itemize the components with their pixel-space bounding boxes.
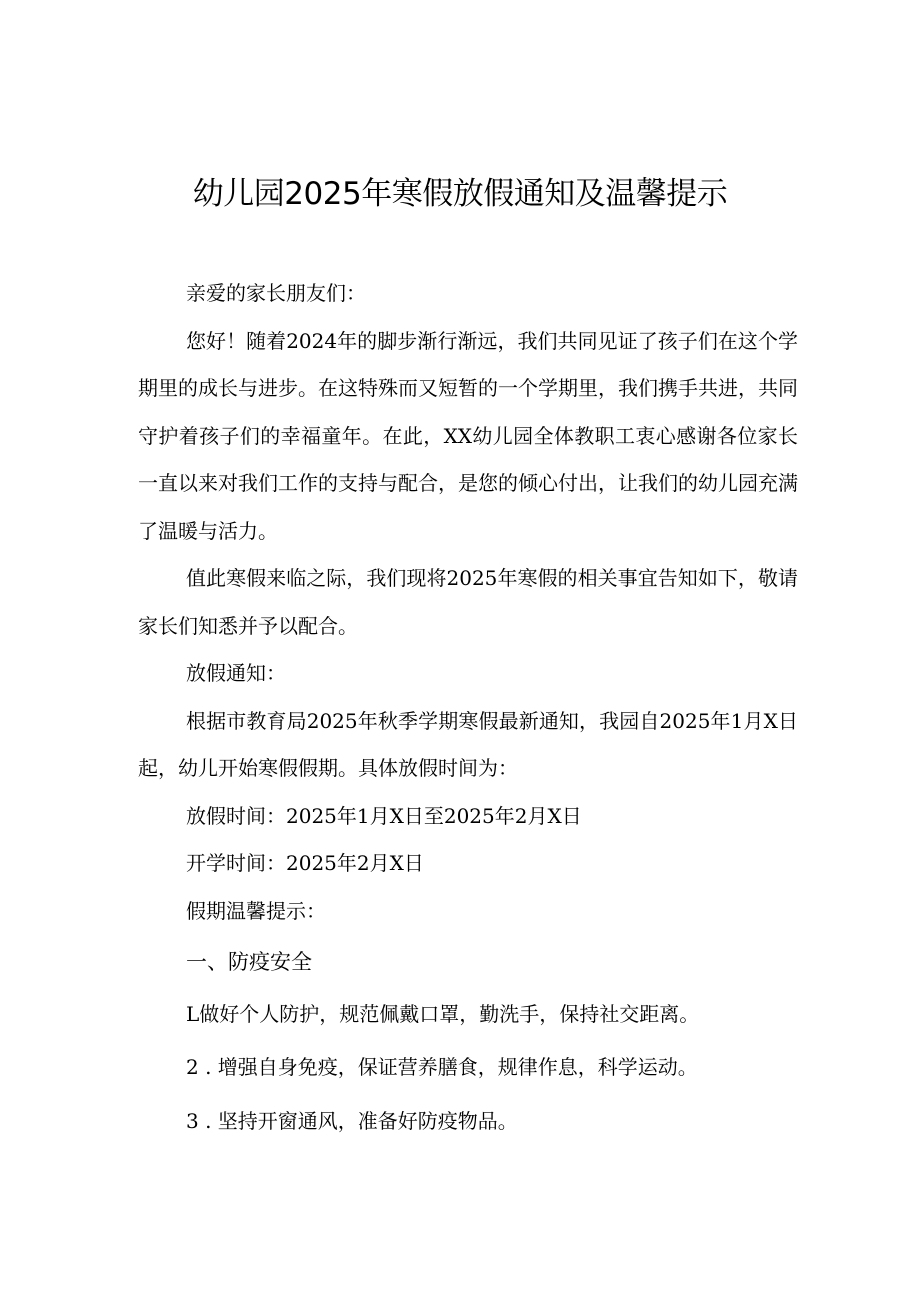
list-item: L做好个人防护，规范佩戴口罩，勤洗手，保持社交距离。 (186, 1001, 700, 1026)
list-item: 3 . 坚持开窗通风，准备好防疫物品。 (186, 1108, 518, 1133)
paragraph-announcement: 值此寒假来临之际，我们现将2025年寒假的相关事宜告知如下，敬请家长们知悉并予以配合。 (138, 566, 798, 638)
section-heading: 一、防疫安全 (186, 950, 312, 974)
holiday-time: 放假时间：2025年1月X日至2025年2月X日 (186, 803, 582, 828)
paragraph-intro: 您好！随着2024年的脚步渐行渐远，我们共同见证了孩子们在这个学期里的成长与进步。在这特殊而又短暂的一个学期里，我们携手共进，共同守护着孩子们的幸福童年。在此，XX幼儿园全体教职工衷心感谢各位家长一直以来对我们工作的支持与配合，是您的倾心付出，让我们的幼儿园充满了温暖与活力。 (138, 328, 798, 543)
notice-text: 根据市教育局2025年秋季学期寒假最新通知，我园自2025年1月X日起，幼儿开始寒假假期。具体放假时间为： (138, 708, 798, 780)
greeting: 亲爱的家长朋友们： (186, 281, 366, 305)
school-start-time: 开学时间：2025年2月X日 (186, 851, 424, 875)
tips-label: 假期温馨提示： (186, 898, 326, 923)
document-title: 幼儿园2025年寒假放假通知及温馨提示 (192, 176, 728, 212)
list-item: 2 . 增强自身免疫，保证营养膳食，规律作息，科学运动。 (186, 1055, 698, 1079)
document-body (138, 270, 798, 1151)
notice-label: 放假通知： (186, 661, 286, 685)
